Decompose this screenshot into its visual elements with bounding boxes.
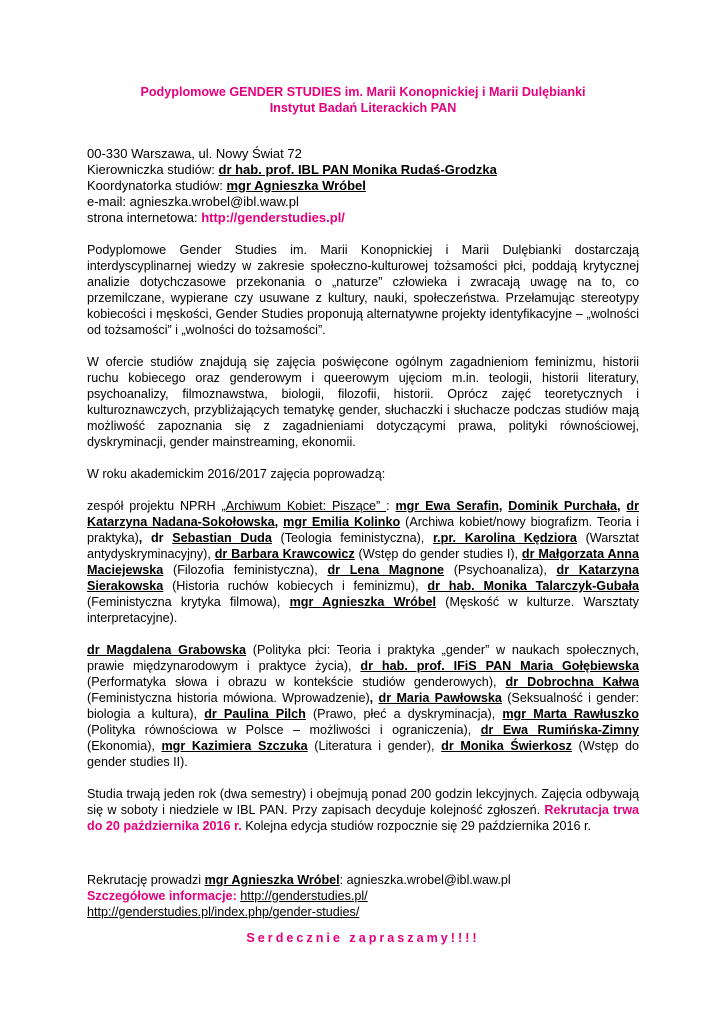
lecturer-name: Sebastian Duda xyxy=(172,531,272,545)
team-text: zespół projektu NPRH xyxy=(87,499,222,513)
course-name: (Polityka równościowa w Polsce – możliwości i ograniczenia), xyxy=(87,723,481,737)
lecturer-name: mgr Agnieszka Wróbel xyxy=(289,595,437,609)
studies-text-end: Kolejna edycja studiów rozpocznie się 29 października 2016 r. xyxy=(241,819,592,833)
lecturer-name: dr Magdalena Grabowska xyxy=(87,643,247,657)
lecturer-name: mgr Marta Rawłuszko xyxy=(502,707,639,721)
lecturer-name: dr Katarzyna Nadana-Sokołowska xyxy=(87,499,640,529)
course-name: (Prawo, płeć a dyskryminacja), xyxy=(305,707,503,721)
course-name: (Performatyka słowa i obrazu w kontekście studiów genderowych), xyxy=(87,675,506,689)
team-text: , xyxy=(498,499,509,513)
lecturer-name: dr Maria Pawłowska xyxy=(378,691,502,705)
lecturer-name: dr Katarzyna Sierakowska xyxy=(87,563,639,593)
lecturer-name: dr hab. prof. IFiS PAN Maria Gołębiewska xyxy=(360,659,639,673)
offer-paragraph xyxy=(87,354,639,450)
intro-paragraph: Podyplomowe Gender Studies im. Marii Konopnickiej i Marii Dulębianki dostarczają interdyscyplinarnej wiedzy w zakresie społeczno-kulturowej tożsamości płci, poddają krytycznej analizie dotychczasowe przekonania o „naturze” człowieka i zwracają uwagę na to, co przemilczane, wypierane czy usuwane z kultury, nauki, społeczeństwa. Przełamując stereotypy kobiecości i męskości, Gender Studies proponują alternatywne projekty identyfikacyjne – „wolności od tożsamości” i „wolności do tożsamości”. xyxy=(87,243,639,337)
offer-text-end: polityki równościowej, dyskryminacji, gender mainstreaming, ekonomii. xyxy=(87,419,640,449)
course-name: (Seksualność i gender: biologia a kultura), xyxy=(87,691,640,721)
course-name: (Wstęp do gender studies I), xyxy=(354,547,522,561)
address: 00-330 Warszawa, ul. Nowy Świat 72 xyxy=(87,146,302,161)
team-text: , dr xyxy=(138,531,173,545)
team-text: : xyxy=(386,499,396,513)
lecturer-name: mgr Kazimiera Szczuka xyxy=(161,739,308,753)
footer-block xyxy=(87,872,639,920)
course-name: (Historia ruchów kobiecych i feminizmu), xyxy=(163,579,428,593)
contact-block xyxy=(87,146,639,226)
studies-text: Studia trwają jeden rok (dwa semestry) i obejmują ponad 200 godzin lekcyjnych. Zajęcia odbywają się w soboty i niedziele w IBL PAN. Przy zapisach decyduje kolejność zgłoszeń. xyxy=(87,787,639,817)
team2-text: , xyxy=(369,691,379,705)
course-name: (Archiwa kobiet/nowy biografizm. Teoria i praktyka) xyxy=(87,515,640,545)
coordinator-name: mgr Agnieszka Wróbel xyxy=(226,178,366,193)
offer-text: W ofercie studiów znajdują się zajęcia poświęcone ogólnym zagadnieniom feminizmu, historii ruchu kobiecego oraz genderowym i queerowym ujęciom m.in. teologii, historii literatury, psychoanalizy, filmoznawstwa, biologii, filozofii, historii. Oprócz zajęć teoretycznych i kulturoznawczych, przybliżających tematykę gender, słuchaczki i słuchacze podczas studiów mają możliwość zapoznania się z zagadnieniami dotyczącymi prawa, xyxy=(87,355,639,433)
course-name: (Polityka płci: Teoria i praktyka „gender” w naukach społecznych, prawie międzynarodowym i praktyce życia), xyxy=(87,643,639,673)
team-text: , xyxy=(274,515,284,529)
course-name: (Feministyczna historia mówiona. Wprowadzenie) xyxy=(87,691,370,705)
project-name: „Archiwum Kobiet: Piszące” xyxy=(221,499,387,513)
team-paragraph xyxy=(87,498,639,626)
lecturer-name: dr Lena Magnone xyxy=(327,563,445,577)
lecturer-name: dr Paulina Pilch xyxy=(204,707,306,721)
course-name: (Teologia feministyczna), xyxy=(271,531,433,545)
recruitment-deadline: Rekrutacja trwa do 20 października 2016 r. xyxy=(87,803,639,833)
recruiter-line xyxy=(87,872,639,888)
website-label: strona internetowa: xyxy=(87,210,202,225)
lecturer-name: dr hab. Monika Talarczyk-Gubała xyxy=(427,579,639,593)
more-info-label: Szczegółowe informacje: xyxy=(87,889,241,903)
head-name: dr hab. prof. IBL PAN Monika Rudaś-Grodzka xyxy=(218,162,497,177)
lecturer-name: dr Dobrochna Kałwa xyxy=(505,675,639,689)
course-name: (Męskość w kulturze. Warsztaty interpretacyjne). xyxy=(87,595,639,625)
lecturer-name: mgr Ewa Serafin xyxy=(395,499,499,513)
lecturer-name: dr Małgorzata Anna Maciejewska xyxy=(87,547,639,577)
year-intro: W roku akademickim 2016/2017 zajęcia poprowadzą: xyxy=(87,467,386,481)
lecturer-name: dr Ewa Rumińska-Zimny xyxy=(480,723,639,737)
more-info-link[interactable]: http://genderstudies.pl/ xyxy=(240,889,368,903)
more-info-line xyxy=(87,888,639,904)
coordinator-line xyxy=(87,178,639,194)
website-link[interactable]: http://genderstudies.pl/ xyxy=(201,210,345,225)
head-line xyxy=(87,162,639,178)
lecturer-name: dr Barbara Krawcowicz xyxy=(214,547,355,561)
document-title xyxy=(87,84,639,116)
studies-paragraph xyxy=(87,786,639,834)
team-text: , xyxy=(617,499,627,513)
team2-paragraph xyxy=(87,642,639,770)
recruiter-name: mgr Agnieszka Wróbel xyxy=(204,873,340,887)
course-name: (Wstęp do gender studies II). xyxy=(87,739,639,769)
lecturer-name: mgr Emilia Kolinko xyxy=(283,515,401,529)
title-line-1: Podyplomowe GENDER STUDIES im. Marii Konopnickiej i Marii Dulębianki xyxy=(140,85,586,99)
gender-studies-link[interactable]: http://genderstudies.pl/index.php/gender-studies/ xyxy=(87,905,360,919)
course-name: (Psychoanaliza), xyxy=(444,563,557,577)
head-label: Kierowniczka studiów: xyxy=(87,162,219,177)
lecturer-name: r.pr. Karolina Kędziora xyxy=(432,531,577,545)
lecturer-name: dr Monika Świerkosz xyxy=(441,739,572,753)
course-name: (Literatura i gender), xyxy=(307,739,442,753)
title-line-2: Instytut Badań Literackich PAN xyxy=(269,101,457,115)
course-name: (Feministyczna krytyka filmowa), xyxy=(87,595,290,609)
invitation: Serdecznie zapraszamy!!!! xyxy=(246,931,480,945)
course-name: (Ekonomia), xyxy=(87,739,162,753)
email-line: e-mail: agnieszka.wrobel@ibl.waw.pl xyxy=(87,194,299,209)
document-page xyxy=(87,84,639,946)
recruiter-label: Rekrutację prowadzi xyxy=(87,873,205,887)
lecturer-name: Dominik Purchała xyxy=(508,499,618,513)
course-name: (Warsztat antydyskryminacyjny), xyxy=(87,531,640,561)
coordinator-label: Koordynatorka studiów: xyxy=(87,178,227,193)
recruiter-email: : agnieszka.wrobel@ibl.waw.pl xyxy=(339,873,511,887)
course-name: (Filozofia feministyczna), xyxy=(163,563,328,577)
website-line xyxy=(87,210,639,226)
